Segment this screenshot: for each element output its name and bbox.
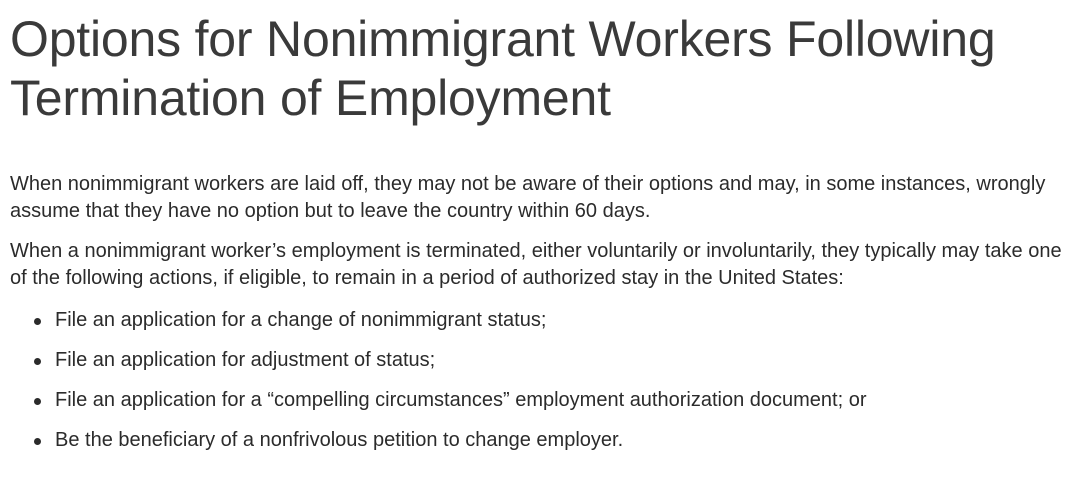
bullet-icon: [34, 398, 41, 405]
list-item-text: File an application for adjustment of status;: [55, 349, 436, 371]
list-item: [10, 427, 1074, 454]
list-item: [10, 307, 1074, 334]
bullet-icon: [34, 318, 41, 325]
list-item: [10, 387, 1074, 414]
options-list: [10, 307, 1074, 454]
bullet-icon: [34, 438, 41, 445]
list-item-text: File an application for a “compelling circumstances” employment authorization document; or: [55, 389, 867, 411]
options-paragraph: When a nonimmigrant worker’s employment is terminated, either voluntarily or involuntarily, they typically may take one of the following actions, if eligible, to remain in a period of authorized stay in the United States:: [10, 240, 1062, 289]
article: [10, 0, 1074, 467]
list-item: [10, 347, 1074, 374]
intro-paragraph: When nonimmigrant workers are laid off, they may not be aware of their options and may, in some instances, wrongly assume that they have no option but to leave the country within 60 days.: [10, 173, 1046, 222]
bullet-icon: [34, 358, 41, 365]
list-item-text: File an application for a change of nonimmigrant status;: [55, 309, 547, 331]
page-title: Options for Nonimmigrant Workers Following Termination of Employment: [10, 11, 996, 126]
list-item-text: Be the beneficiary of a nonfrivolous petition to change employer.: [55, 429, 624, 451]
